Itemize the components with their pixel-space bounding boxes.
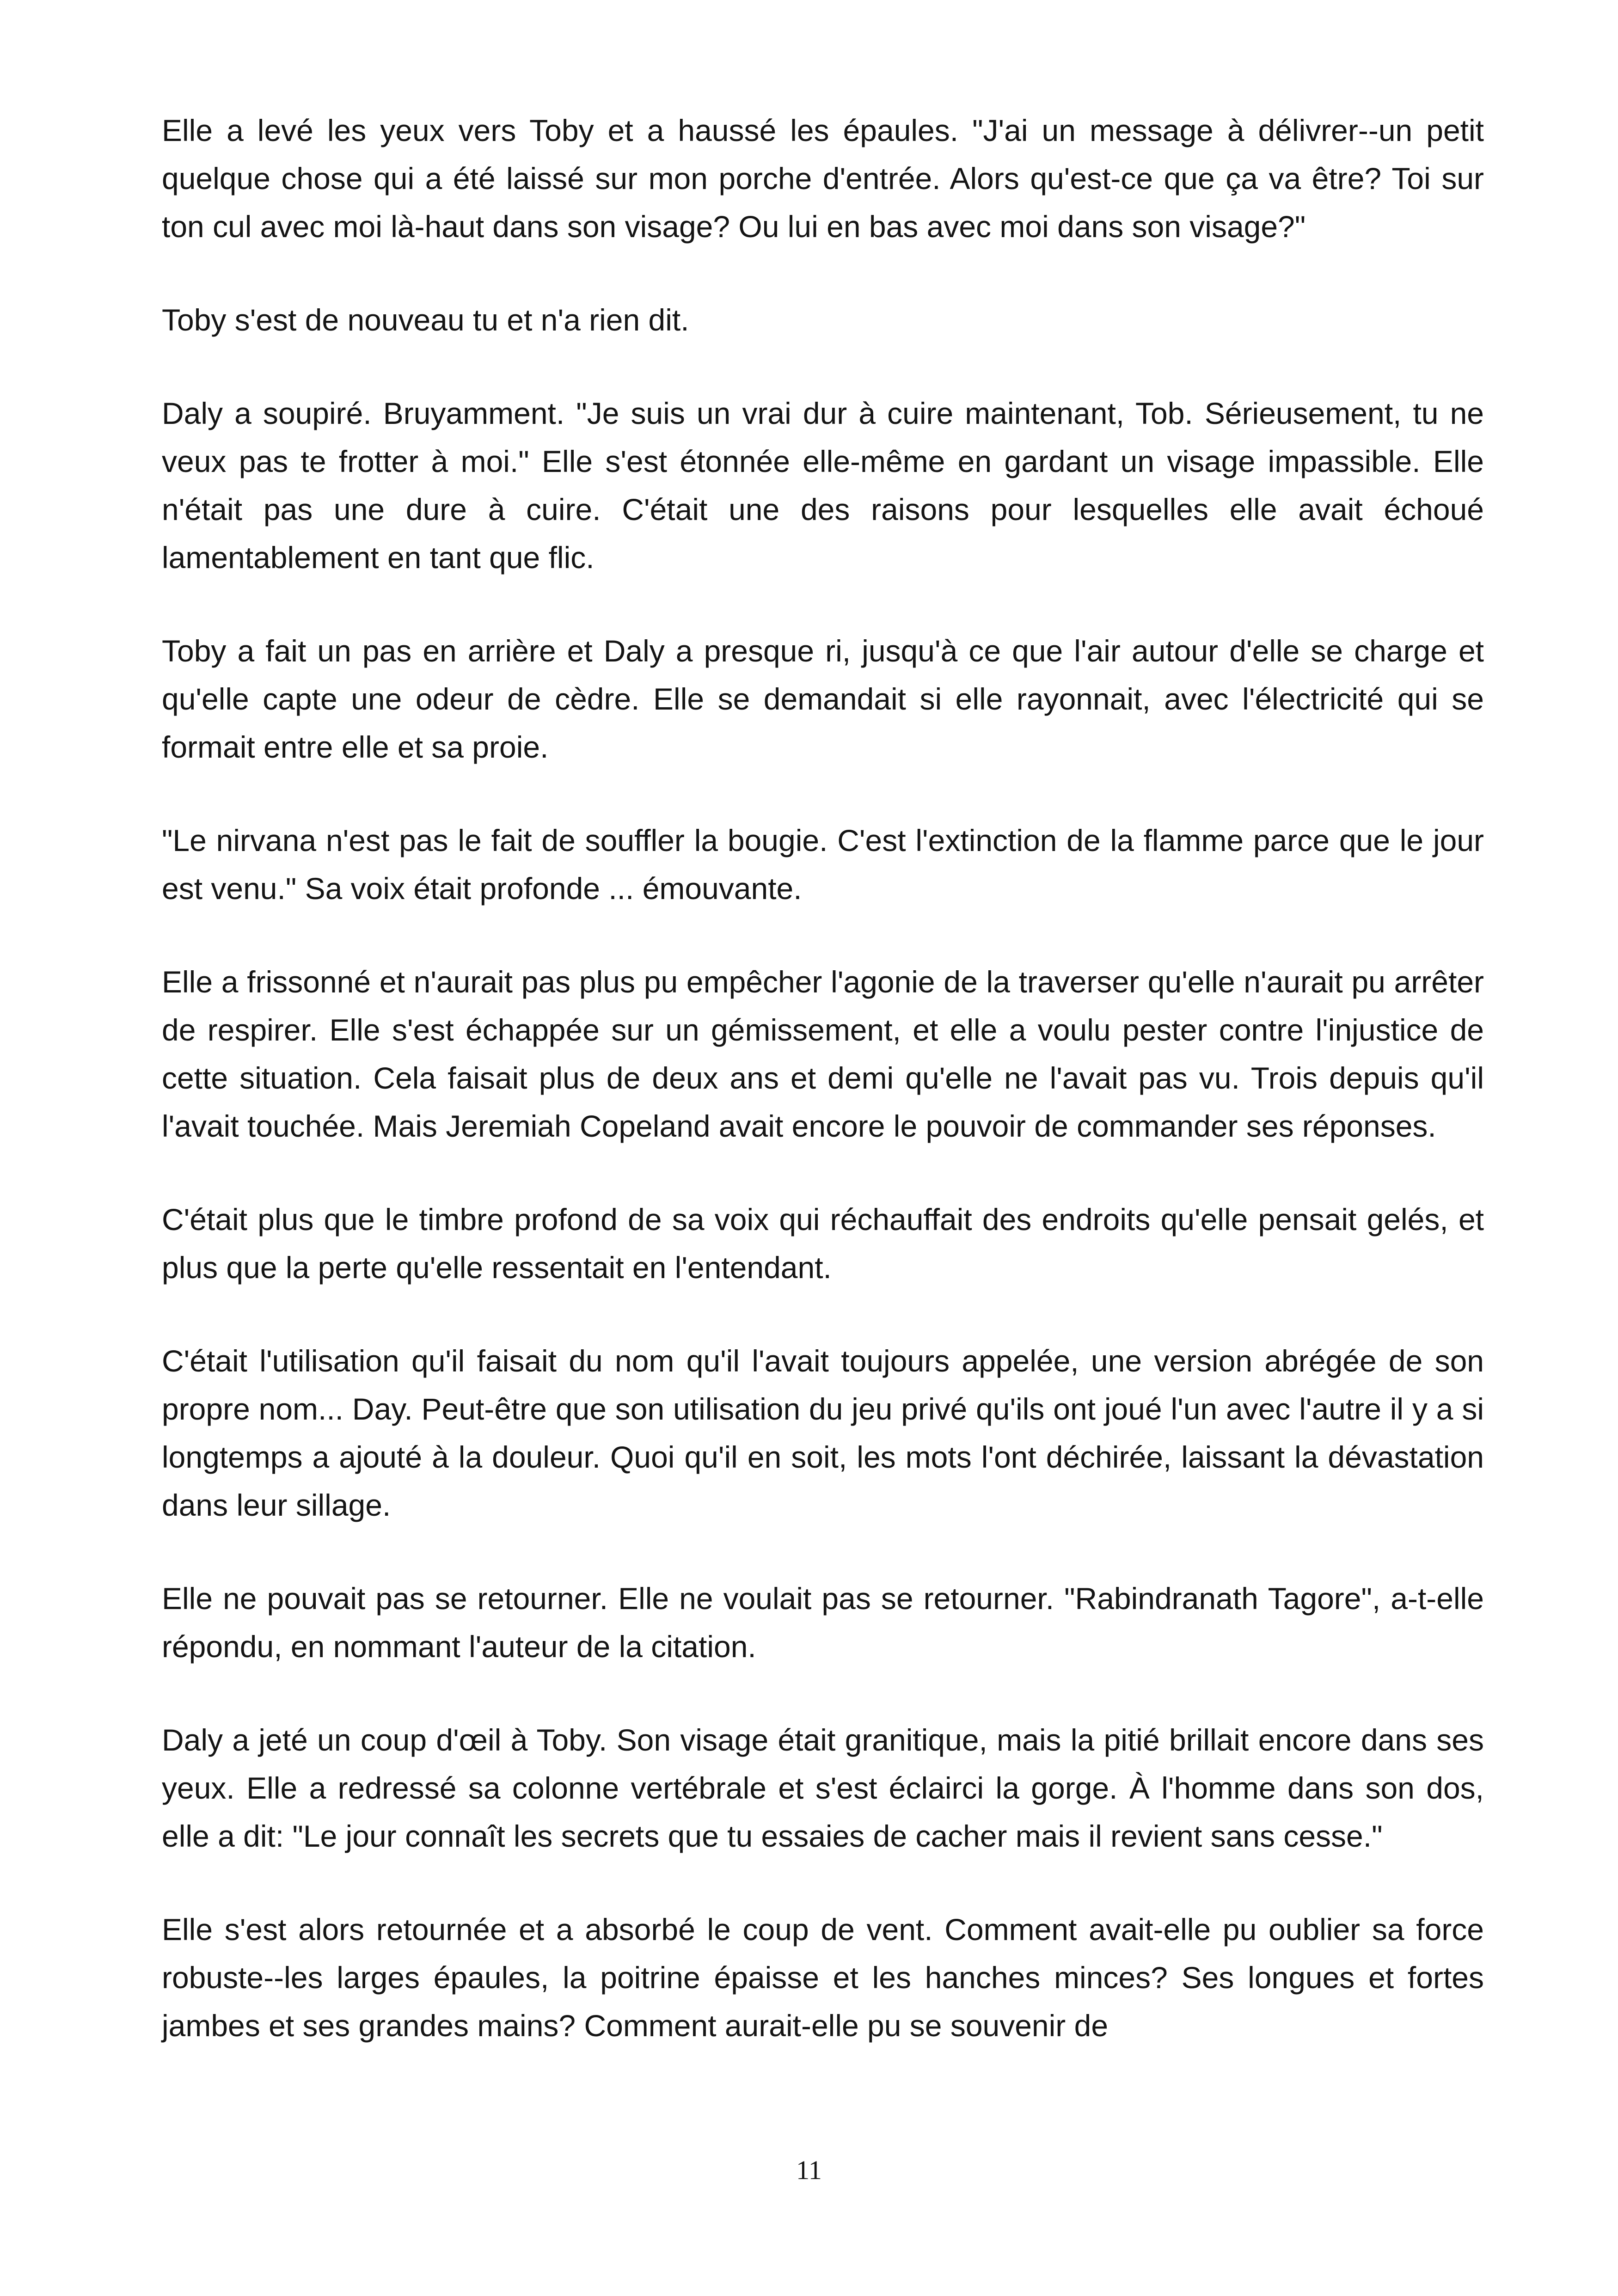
page-body <box>162 106 1484 2050</box>
paragraph: Elle a frissonné et n'aurait pas plus pu empêcher l'agonie de la traverser qu'elle n'aurait pu arrêter de respirer. Elle s'est échappée sur un gémissement, et elle a voulu pester contre l'injustice de cette situation. Cela faisait plus de deux ans et demi qu'elle ne l'avait pas vu. Trois depuis qu'il l'avait touchée. Mais Jeremiah Copeland avait encore le pouvoir de commander ses réponses. <box>162 965 1484 1143</box>
paragraph: Daly a soupiré. Bruyamment. "Je suis un vrai dur à cuire maintenant, Tob. Sérieusement, tu ne veux pas te frotter à moi." Elle s'est étonnée elle-même en gardant un visage impassible. Elle n'était pas une dure à cuire. C'était une des raisons pour lesquelles elle avait échoué lamentablement en tant que flic. <box>162 396 1484 575</box>
paragraph: Toby a fait un pas en arrière et Daly a presque ri, jusqu'à ce que l'air autour d'elle se charge et qu'elle capte une odeur de cèdre. Elle se demandait si elle rayonnait, avec l'électricité qui se formait entre elle et sa proie. <box>162 634 1484 764</box>
paragraph: Elle s'est alors retournée et a absorbé le coup de vent. Comment avait-elle pu oublier sa force robuste--les larges épaules, la poitrine épaisse et les hanches minces? Ses longues et fortes jambes et ses grandes mains? Comment aurait-elle pu se souvenir de <box>162 1912 1484 2043</box>
paragraph: "Le nirvana n'est pas le fait de souffler la bougie. C'est l'extinction de la flamme parce que le jour est venu." Sa voix était profonde ... émouvante. <box>162 823 1484 906</box>
paragraph: C'était plus que le timbre profond de sa voix qui réchauffait des endroits qu'elle pensait gelés, et plus que la perte qu'elle ressentait en l'entendant. <box>162 1202 1484 1285</box>
page-number: 11 <box>796 2155 822 2185</box>
paragraph: C'était l'utilisation qu'il faisait du nom qu'il l'avait toujours appelée, une version abrégée de son propre nom... Day. Peut-être que son utilisation du jeu privé qu'ils ont joué l'un avec l'autre il y a si longtemps a ajouté à la douleur. Quoi qu'il en soit, les mots l'ont déchirée, laissant la dévastation dans leur sillage. <box>162 1344 1484 1522</box>
paragraph: Daly a jeté un coup d'œil à Toby. Son visage était granitique, mais la pitié brillait encore dans ses yeux. Elle a redressé sa colonne vertébrale et s'est éclairci la gorge. À l'homme dans son dos, elle a dit: "Le jour connaît les secrets que tu essaies de cacher mais il revient sans cesse." <box>162 1723 1484 1853</box>
paragraph: Elle ne pouvait pas se retourner. Elle ne voulait pas se retourner. "Rabindranath Tagore", a-t-elle répondu, en nommant l'auteur de la citation. <box>162 1581 1484 1664</box>
paragraph: Toby s'est de nouveau tu et n'a rien dit. <box>162 303 689 337</box>
paragraph: Elle a levé les yeux vers Toby et a haussé les épaules. "J'ai un message à délivrer--un petit quelque chose qui a été laissé sur mon porche d'entrée. Alors qu'est-ce que ça va être? Toi sur ton cul avec moi là-haut dans son visage? Ou lui en bas avec moi dans son visage?" <box>162 113 1484 244</box>
